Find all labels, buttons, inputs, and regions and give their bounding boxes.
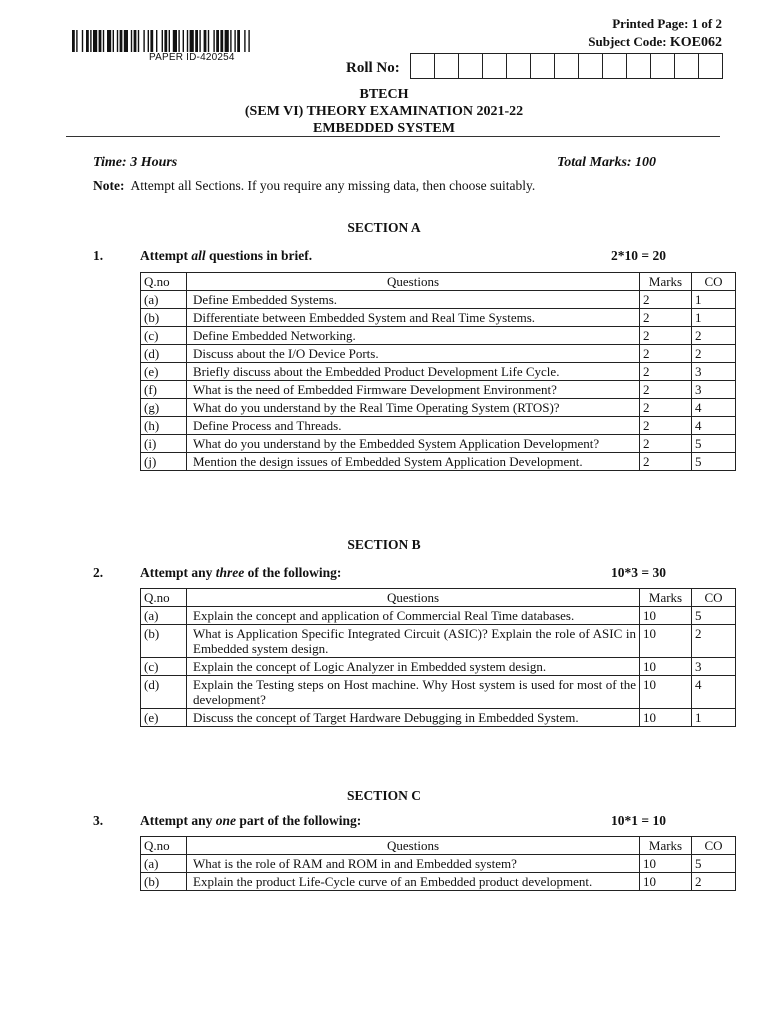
question-co-value: 5 bbox=[692, 453, 736, 471]
question-text: Explain the concept of Logic Analyzer in Embedded system design. bbox=[187, 658, 640, 676]
roll-digit-box[interactable] bbox=[627, 54, 651, 78]
question-co-value: 5 bbox=[692, 435, 736, 453]
question-marks-value: 2 bbox=[640, 291, 692, 309]
roll-digit-box[interactable] bbox=[531, 54, 555, 78]
col-header-co: CO bbox=[692, 589, 736, 607]
question-text: What is the need of Embedded Firmware Development Environment? bbox=[187, 381, 640, 399]
roll-digit-box[interactable] bbox=[411, 54, 435, 78]
barcode bbox=[72, 30, 308, 52]
question-text: Define Embedded Systems. bbox=[187, 291, 640, 309]
question-row bbox=[141, 381, 736, 399]
roll-digit-box[interactable] bbox=[435, 54, 459, 78]
question-text: Discuss the concept of Target Hardware Debugging in Embedded System. bbox=[187, 709, 640, 727]
question-marks-value: 10 bbox=[640, 676, 692, 709]
section-c-table bbox=[140, 836, 736, 891]
note-text: Attempt all Sections. If you require any missing data, then choose suitably. bbox=[130, 178, 536, 193]
roll-digit-box[interactable] bbox=[483, 54, 507, 78]
header-divider bbox=[66, 136, 720, 137]
question-row bbox=[141, 309, 736, 327]
question-row bbox=[141, 399, 736, 417]
question-row bbox=[141, 435, 736, 453]
question-text: Explain the product Life-Cycle curve of an Embedded product development. bbox=[187, 873, 640, 891]
roll-digit-box[interactable] bbox=[675, 54, 699, 78]
question-marks: 10*3 = 30 bbox=[611, 565, 666, 580]
question-text: Explain the Testing steps on Host machine. Why Host system is used for most of the development? bbox=[187, 676, 640, 709]
question-marks-value: 2 bbox=[640, 345, 692, 363]
question-marks-value: 2 bbox=[640, 327, 692, 345]
question-row bbox=[141, 855, 736, 873]
question-id: (d) bbox=[141, 676, 187, 709]
question-marks-value: 10 bbox=[640, 855, 692, 873]
roll-digit-box[interactable] bbox=[603, 54, 627, 78]
question-co-value: 1 bbox=[692, 309, 736, 327]
roll-digit-box[interactable] bbox=[555, 54, 579, 78]
question-row bbox=[141, 658, 736, 676]
question-co-value: 5 bbox=[692, 607, 736, 625]
printed-page bbox=[612, 16, 722, 32]
roll-digit-box[interactable] bbox=[459, 54, 483, 78]
question-text: What do you understand by the Embedded System Application Development? bbox=[187, 435, 640, 453]
question-number: 1. bbox=[93, 248, 104, 263]
question-co-value: 4 bbox=[692, 417, 736, 435]
question-row bbox=[141, 453, 736, 471]
roll-digit-box[interactable] bbox=[651, 54, 675, 78]
col-header-questions: Questions bbox=[187, 589, 640, 607]
question-id: (h) bbox=[141, 417, 187, 435]
question-id: (c) bbox=[141, 327, 187, 345]
question-id: (j) bbox=[141, 453, 187, 471]
question-id: (b) bbox=[141, 625, 187, 658]
roll-digit-box[interactable] bbox=[579, 54, 603, 78]
question-marks-value: 2 bbox=[640, 309, 692, 327]
question-co-value: 2 bbox=[692, 625, 736, 658]
col-header-co: CO bbox=[692, 837, 736, 855]
question-text: Define Embedded Networking. bbox=[187, 327, 640, 345]
question-number: 3. bbox=[93, 813, 104, 828]
roll-digit-box[interactable] bbox=[699, 54, 722, 78]
question-co-value: 3 bbox=[692, 381, 736, 399]
question-id: (g) bbox=[141, 399, 187, 417]
question-marks-value: 2 bbox=[640, 399, 692, 417]
col-header-marks: Marks bbox=[640, 589, 692, 607]
col-header-qno: Q.no bbox=[141, 273, 187, 291]
question-co-value: 2 bbox=[692, 873, 736, 891]
col-header-questions: Questions bbox=[187, 273, 640, 291]
question-id: (e) bbox=[141, 709, 187, 727]
question-number: 2. bbox=[93, 565, 104, 580]
printed-page-label: Printed Page: bbox=[612, 16, 689, 31]
roll-no-label: Roll No: bbox=[346, 60, 400, 76]
question-id: (d) bbox=[141, 345, 187, 363]
question-text: Explain the concept and application of Commercial Real Time databases. bbox=[187, 607, 640, 625]
exam-note bbox=[93, 178, 535, 194]
question-row bbox=[141, 417, 736, 435]
section-a-title: SECTION A bbox=[347, 220, 421, 235]
question-marks-value: 10 bbox=[640, 709, 692, 727]
col-header-qno: Q.no bbox=[141, 589, 187, 607]
question-instruction: Attempt all questions in brief. bbox=[140, 248, 313, 263]
question-row bbox=[141, 291, 736, 309]
exam-subject: EMBEDDED SYSTEM bbox=[313, 121, 455, 136]
question-co-value: 3 bbox=[692, 658, 736, 676]
subject-code bbox=[588, 34, 722, 51]
col-header-marks: Marks bbox=[640, 837, 692, 855]
question-marks-value: 2 bbox=[640, 453, 692, 471]
question-row bbox=[141, 676, 736, 709]
question-marks-value: 10 bbox=[640, 873, 692, 891]
question-marks-value: 10 bbox=[640, 658, 692, 676]
exam-name: (SEM VI) THEORY EXAMINATION 2021-22 bbox=[244, 104, 524, 119]
question-marks-value: 2 bbox=[640, 417, 692, 435]
question-text: Briefly discuss about the Embedded Product Development Life Cycle. bbox=[187, 363, 640, 381]
col-header-co: CO bbox=[692, 273, 736, 291]
question-id: (c) bbox=[141, 658, 187, 676]
section-b-title: SECTION B bbox=[347, 537, 421, 552]
question-row bbox=[141, 607, 736, 625]
question-id: (a) bbox=[141, 855, 187, 873]
question-co-value: 3 bbox=[692, 363, 736, 381]
question-id: (b) bbox=[141, 873, 187, 891]
section-a-table bbox=[140, 272, 736, 471]
question-id: (a) bbox=[141, 607, 187, 625]
col-header-qno: Q.no bbox=[141, 837, 187, 855]
question-marks: 10*1 = 10 bbox=[611, 813, 666, 828]
question-id: (i) bbox=[141, 435, 187, 453]
exam-duration: Time: 3 Hours bbox=[93, 155, 178, 170]
question-instruction: Attempt any one part of the following: bbox=[140, 813, 362, 828]
question-marks-value: 10 bbox=[640, 625, 692, 658]
question-text: What do you understand by the Real Time Operating System (RTOS)? bbox=[187, 399, 640, 417]
col-header-questions: Questions bbox=[187, 837, 640, 855]
paper-id: PAPER ID-420254 bbox=[149, 52, 235, 63]
question-co-value: 1 bbox=[692, 291, 736, 309]
question-marks-value: 2 bbox=[640, 363, 692, 381]
question-co-value: 1 bbox=[692, 709, 736, 727]
question-id: (f) bbox=[141, 381, 187, 399]
question-marks-value: 10 bbox=[640, 607, 692, 625]
question-row bbox=[141, 873, 736, 891]
question-text: What is the role of RAM and ROM in and Embedded system? bbox=[187, 855, 640, 873]
question-instruction: Attempt any three of the following: bbox=[140, 565, 342, 580]
question-co-value: 4 bbox=[692, 676, 736, 709]
question-row bbox=[141, 363, 736, 381]
question-row bbox=[141, 625, 736, 658]
question-co-value: 5 bbox=[692, 855, 736, 873]
question-marks-value: 2 bbox=[640, 435, 692, 453]
question-co-value: 2 bbox=[692, 327, 736, 345]
roll-digit-box[interactable] bbox=[507, 54, 531, 78]
question-text: Define Process and Threads. bbox=[187, 417, 640, 435]
question-id: (e) bbox=[141, 363, 187, 381]
total-marks: Total Marks: 100 bbox=[557, 155, 657, 170]
note-label: Note: bbox=[93, 178, 125, 193]
question-row bbox=[141, 709, 736, 727]
question-text: Differentiate between Embedded System and Real Time Systems. bbox=[187, 309, 640, 327]
question-co-value: 2 bbox=[692, 345, 736, 363]
section-c-title: SECTION C bbox=[347, 788, 421, 803]
question-text: Discuss about the I/O Device Ports. bbox=[187, 345, 640, 363]
question-id: (a) bbox=[141, 291, 187, 309]
section-b-table bbox=[140, 588, 736, 727]
question-text: Mention the design issues of Embedded System Application Development. bbox=[187, 453, 640, 471]
col-header-marks: Marks bbox=[640, 273, 692, 291]
roll-no-boxes[interactable] bbox=[410, 53, 723, 79]
subject-code-value: KOE062 bbox=[669, 35, 722, 50]
question-row bbox=[141, 345, 736, 363]
question-row bbox=[141, 327, 736, 345]
question-co-value: 4 bbox=[692, 399, 736, 417]
question-text: What is Application Specific Integrated Circuit (ASIC)? Explain the role of ASIC in Embedded system design. bbox=[187, 625, 640, 658]
question-marks-value: 2 bbox=[640, 381, 692, 399]
printed-page-value: 1 of 2 bbox=[691, 16, 722, 31]
question-marks: 2*10 = 20 bbox=[611, 248, 666, 263]
exam-program: BTECH bbox=[359, 87, 409, 102]
question-id: (b) bbox=[141, 309, 187, 327]
subject-code-label: Subject Code: bbox=[588, 34, 667, 49]
